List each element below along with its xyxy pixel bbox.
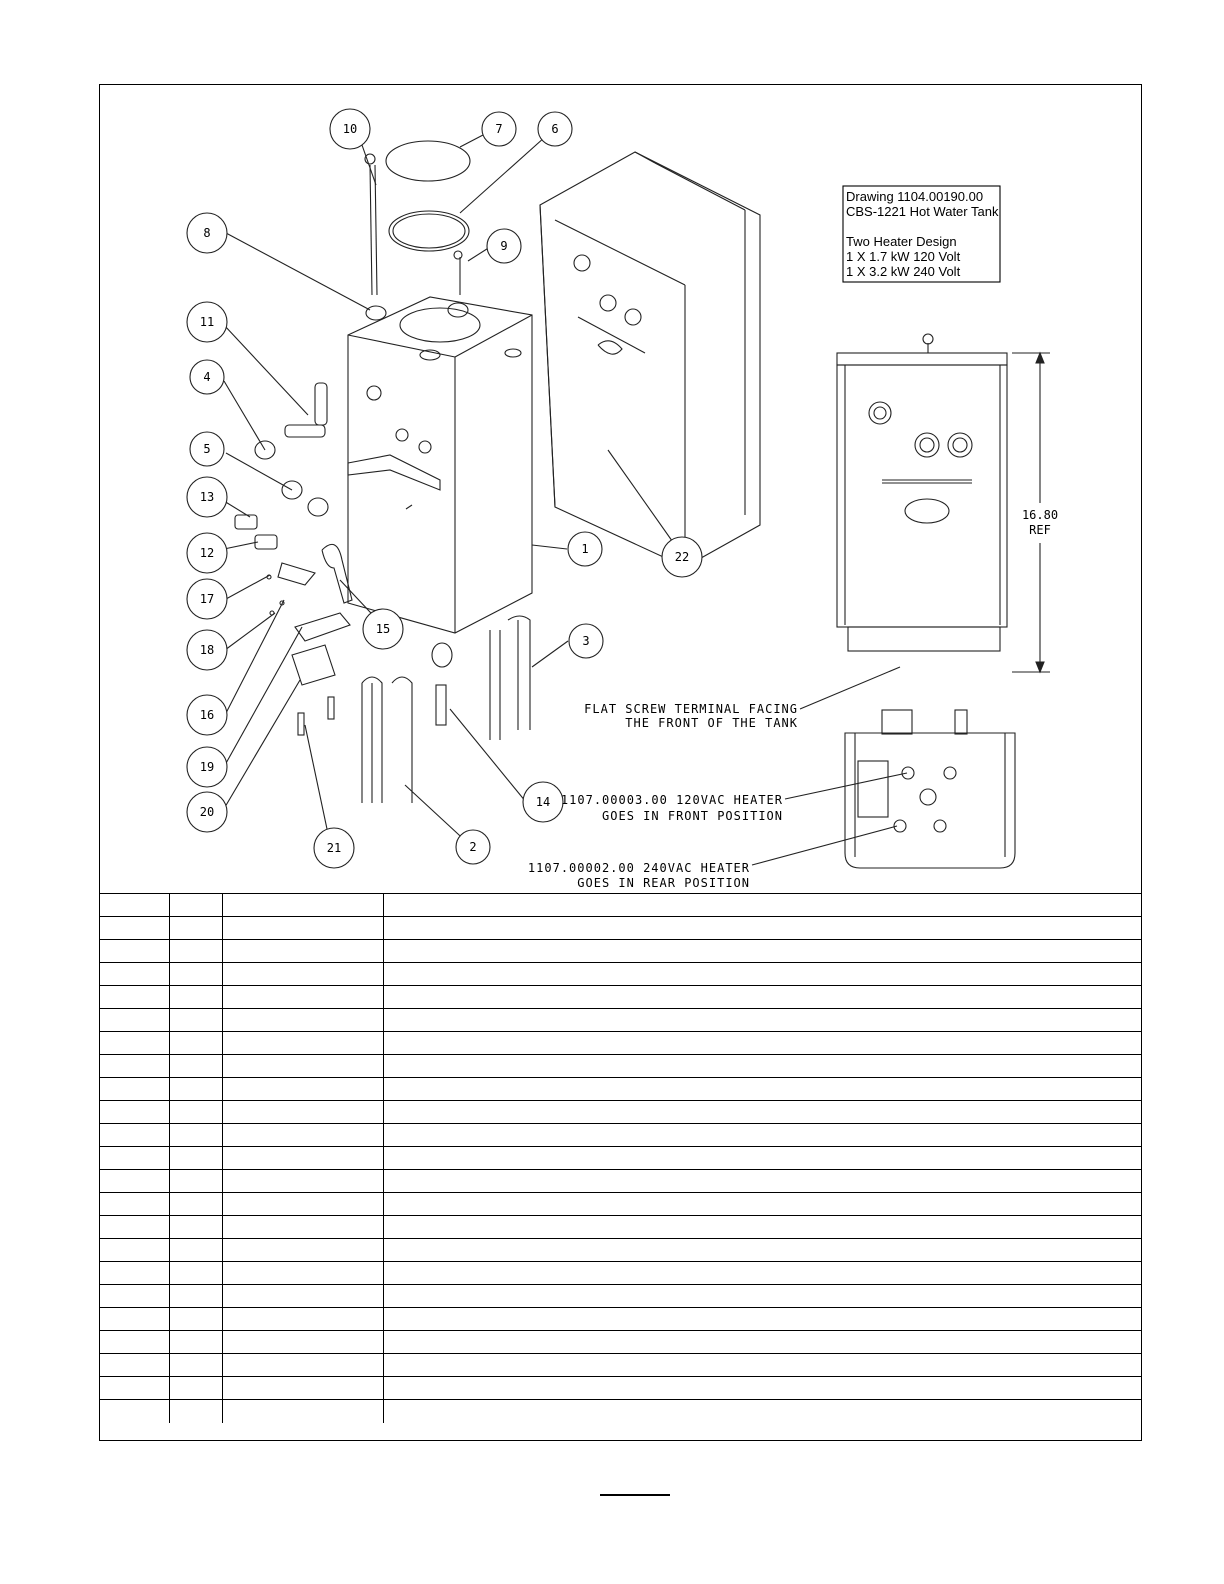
table-row bbox=[100, 1009, 1141, 1032]
callout-label: 15 bbox=[375, 622, 391, 636]
callout-label: 9 bbox=[500, 239, 508, 253]
callout-label: 8 bbox=[203, 226, 211, 240]
callout-label: 3 bbox=[582, 634, 590, 648]
table-cell bbox=[169, 1285, 222, 1308]
table-row bbox=[100, 1331, 1141, 1354]
note-heater120-line1: 1107.00003.00 120VAC HEATER bbox=[560, 793, 783, 807]
design-name: Two Heater Design bbox=[846, 234, 957, 249]
table-cell bbox=[100, 1124, 169, 1147]
table-cell bbox=[383, 1262, 1141, 1285]
note-heater240-line1: 1107.00002.00 240VAC HEATER bbox=[527, 861, 750, 875]
table-row bbox=[100, 917, 1141, 940]
table-cell bbox=[383, 1216, 1141, 1239]
parts-table bbox=[100, 893, 1141, 1423]
note-terminal-line1: FLAT SCREW TERMINAL FACING bbox=[584, 702, 798, 716]
table-row bbox=[100, 1308, 1141, 1331]
table-row bbox=[100, 963, 1141, 986]
note-heater240-line2: GOES IN REAR POSITION bbox=[577, 876, 750, 890]
table-cell bbox=[169, 1170, 222, 1193]
table-cell bbox=[100, 963, 169, 986]
callout-label: 11 bbox=[199, 315, 215, 329]
table-cell bbox=[100, 1147, 169, 1170]
table-cell bbox=[100, 1216, 169, 1239]
table-cell bbox=[222, 1078, 383, 1101]
table-cell bbox=[383, 894, 1141, 917]
table-cell bbox=[383, 1147, 1141, 1170]
table-row bbox=[100, 1170, 1141, 1193]
table-cell bbox=[100, 986, 169, 1009]
callout-label: 2 bbox=[469, 840, 477, 854]
table-cell bbox=[100, 1101, 169, 1124]
tank-bottom-view bbox=[845, 710, 1015, 868]
table-row bbox=[100, 1147, 1141, 1170]
table-cell bbox=[383, 940, 1141, 963]
table-cell bbox=[100, 1009, 169, 1032]
note-heater120-line2: GOES IN FRONT POSITION bbox=[602, 809, 783, 823]
table-cell bbox=[222, 1377, 383, 1400]
callout-label: 13 bbox=[199, 490, 215, 504]
parts-table-body bbox=[100, 894, 1141, 1423]
lid bbox=[386, 141, 470, 181]
callout-label: 17 bbox=[199, 592, 215, 606]
table-row bbox=[100, 1101, 1141, 1124]
table-cell bbox=[383, 1308, 1141, 1331]
note-terminal-line2: THE FRONT OF THE TANK bbox=[625, 716, 798, 730]
table-cell bbox=[169, 1124, 222, 1147]
heater-spec-1: 1 X 1.7 kW 120 Volt bbox=[846, 249, 961, 264]
table-cell bbox=[100, 1262, 169, 1285]
table-row bbox=[100, 1377, 1141, 1400]
table-row bbox=[100, 1285, 1141, 1308]
table-cell bbox=[222, 1239, 383, 1262]
table-cell bbox=[222, 940, 383, 963]
table-cell bbox=[383, 963, 1141, 986]
table-row bbox=[100, 1216, 1141, 1239]
table-cell bbox=[169, 1262, 222, 1285]
table-cell bbox=[100, 1331, 169, 1354]
table-cell bbox=[100, 1285, 169, 1308]
table-cell bbox=[222, 1308, 383, 1331]
table-row bbox=[100, 1032, 1141, 1055]
table-cell bbox=[383, 1193, 1141, 1216]
table-cell bbox=[100, 1170, 169, 1193]
heater-spec-2: 1 X 3.2 kW 240 Volt bbox=[846, 264, 961, 279]
table-cell bbox=[169, 1101, 222, 1124]
table-cell bbox=[169, 1193, 222, 1216]
table-cell bbox=[169, 986, 222, 1009]
table-cell bbox=[222, 1193, 383, 1216]
table-cell bbox=[169, 1078, 222, 1101]
table-cell bbox=[169, 894, 222, 917]
callout-label: 12 bbox=[199, 546, 215, 560]
callout-bubbles bbox=[187, 109, 702, 868]
dimension-ref: REF bbox=[1029, 523, 1051, 537]
table-row bbox=[100, 1239, 1141, 1262]
table-cell bbox=[169, 1147, 222, 1170]
drawing-frame bbox=[99, 84, 1142, 1441]
page-number-underline bbox=[600, 1494, 670, 1496]
table-cell bbox=[169, 917, 222, 940]
table-cell bbox=[222, 1216, 383, 1239]
table-cell bbox=[222, 1032, 383, 1055]
table-cell bbox=[383, 1400, 1141, 1423]
callout-label: 5 bbox=[203, 442, 211, 456]
callout-label: 1 bbox=[581, 542, 589, 556]
table-cell bbox=[100, 1400, 169, 1423]
table-cell bbox=[100, 1193, 169, 1216]
table-cell bbox=[222, 1331, 383, 1354]
drawing-number: Drawing 1104.00190.00 bbox=[846, 189, 984, 204]
table-cell bbox=[100, 940, 169, 963]
table-cell bbox=[100, 894, 169, 917]
table-cell bbox=[169, 1308, 222, 1331]
table-cell bbox=[383, 1124, 1141, 1147]
table-cell bbox=[169, 1354, 222, 1377]
table-cell bbox=[100, 1032, 169, 1055]
table-cell bbox=[383, 986, 1141, 1009]
callout-label: 18 bbox=[199, 643, 215, 657]
callout-label: 7 bbox=[495, 122, 503, 136]
table-cell bbox=[100, 917, 169, 940]
dimension-value: 16.80 bbox=[1021, 508, 1059, 522]
table-cell bbox=[222, 1124, 383, 1147]
model-name: CBS-1221 Hot Water Tank bbox=[846, 204, 999, 219]
table-cell bbox=[100, 1239, 169, 1262]
table-cell bbox=[169, 940, 222, 963]
table-cell bbox=[222, 963, 383, 986]
table-cell bbox=[222, 1354, 383, 1377]
gasket bbox=[389, 211, 469, 251]
table-cell bbox=[100, 1377, 169, 1400]
table-cell bbox=[383, 1170, 1141, 1193]
table-row bbox=[100, 1400, 1141, 1423]
table-row bbox=[100, 894, 1141, 917]
table-row bbox=[100, 1078, 1141, 1101]
table-cell bbox=[383, 1009, 1141, 1032]
callout-label: 10 bbox=[342, 122, 358, 136]
table-cell bbox=[383, 1078, 1141, 1101]
table-cell bbox=[222, 1101, 383, 1124]
table-cell bbox=[383, 1377, 1141, 1400]
table-cell bbox=[100, 1055, 169, 1078]
table-cell bbox=[222, 1055, 383, 1078]
callout-label: 21 bbox=[326, 841, 342, 855]
table-cell bbox=[169, 1009, 222, 1032]
callout-label: 16 bbox=[199, 708, 215, 722]
table-cell bbox=[383, 1239, 1141, 1262]
table-cell bbox=[222, 1147, 383, 1170]
callout-label: 14 bbox=[535, 795, 551, 809]
table-cell bbox=[222, 1285, 383, 1308]
table-cell bbox=[100, 1354, 169, 1377]
callout-label: 22 bbox=[674, 550, 690, 564]
table-cell bbox=[383, 917, 1141, 940]
table-cell bbox=[169, 1377, 222, 1400]
table-cell bbox=[222, 1400, 383, 1423]
callout-label: 19 bbox=[199, 760, 215, 774]
table-cell bbox=[100, 1078, 169, 1101]
table-cell bbox=[169, 1239, 222, 1262]
table-cell bbox=[222, 1262, 383, 1285]
tank-body bbox=[348, 297, 532, 633]
table-cell bbox=[383, 1055, 1141, 1078]
table-cell bbox=[169, 1032, 222, 1055]
table-cell bbox=[169, 1400, 222, 1423]
exploded-view-drawing bbox=[100, 85, 1141, 893]
table-cell bbox=[383, 1354, 1141, 1377]
table-cell bbox=[222, 1170, 383, 1193]
table-row bbox=[100, 1354, 1141, 1377]
table-cell bbox=[383, 1101, 1141, 1124]
table-cell bbox=[169, 1216, 222, 1239]
table-row bbox=[100, 1193, 1141, 1216]
outer-shroud bbox=[540, 152, 760, 567]
table-row bbox=[100, 940, 1141, 963]
tank-front-view bbox=[837, 334, 1050, 672]
table-cell bbox=[222, 986, 383, 1009]
table-cell bbox=[222, 1009, 383, 1032]
table-cell bbox=[383, 1331, 1141, 1354]
table-row bbox=[100, 1055, 1141, 1078]
table-cell bbox=[169, 1331, 222, 1354]
table-row bbox=[100, 1124, 1141, 1147]
callout-label: 4 bbox=[203, 370, 211, 384]
table-row bbox=[100, 986, 1141, 1009]
table-cell bbox=[100, 1308, 169, 1331]
callout-label: 6 bbox=[551, 122, 559, 136]
table-cell bbox=[222, 894, 383, 917]
callout-label: 20 bbox=[199, 805, 215, 819]
table-cell bbox=[383, 1285, 1141, 1308]
table-cell bbox=[169, 963, 222, 986]
table-cell bbox=[222, 917, 383, 940]
table-row bbox=[100, 1262, 1141, 1285]
table-cell bbox=[169, 1055, 222, 1078]
table-cell bbox=[383, 1032, 1141, 1055]
